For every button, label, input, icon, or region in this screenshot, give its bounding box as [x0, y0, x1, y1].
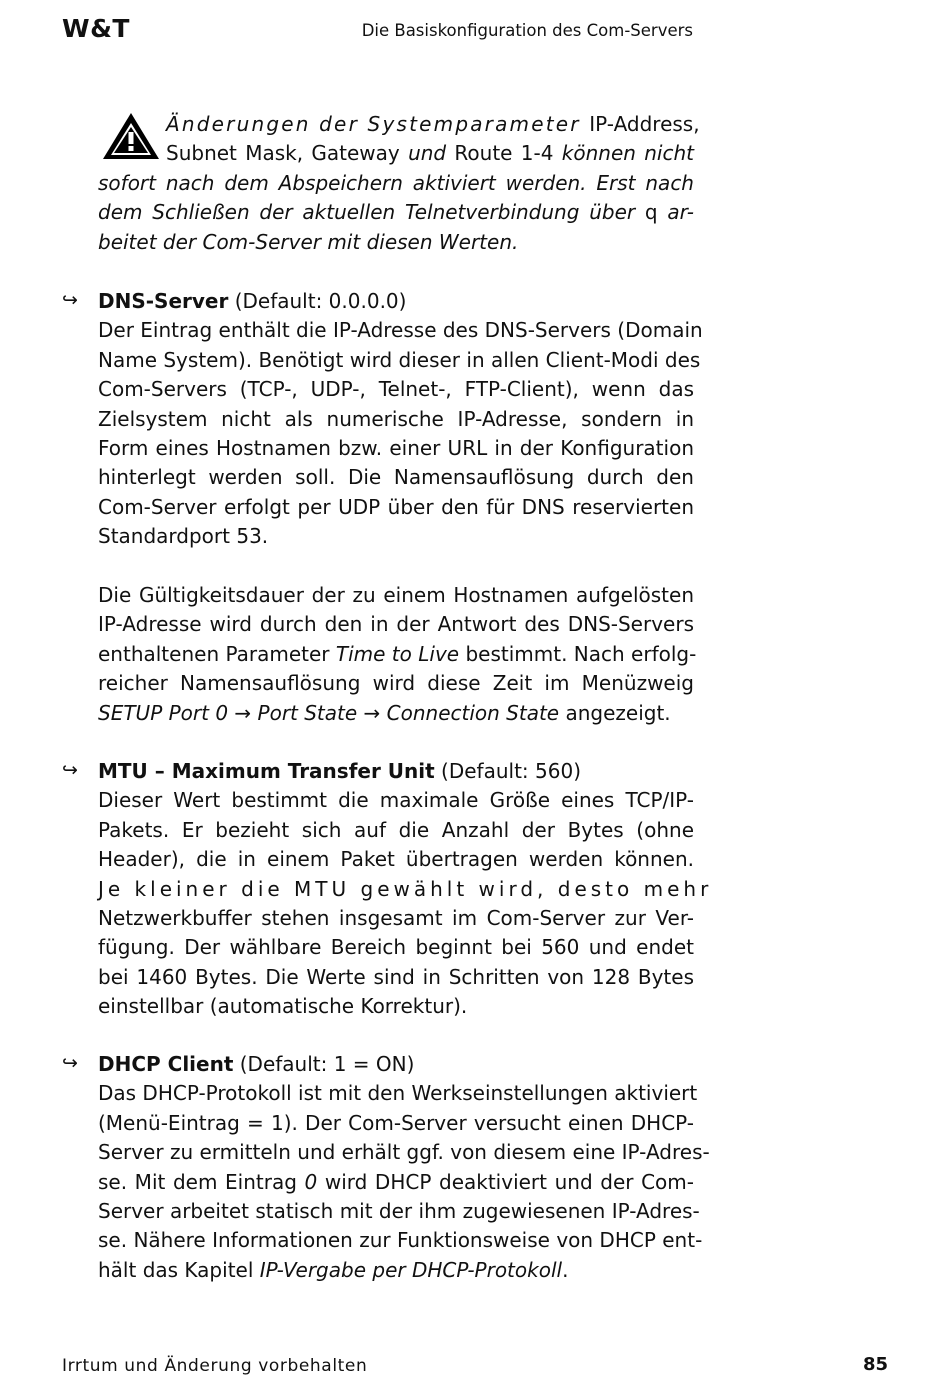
warning-line: Änderungen der Systemparameter IP-Address,: [166, 112, 700, 136]
dns-title: DNS-Server: [98, 289, 229, 313]
menu-path: SETUP Port 0 → Port State → Connection State: [98, 700, 560, 725]
mtu-section: [98, 757, 713, 1022]
dns-default: (Default: 0.0.0.0): [228, 289, 407, 313]
body-line: se. Nähere Informationen zur Funktionsweise von DHCP ent-: [98, 1228, 703, 1253]
body-line: Netzwerkbuffer stehen insgesamt im Com-Server zur Ver-: [98, 906, 694, 931]
section-heading: [98, 757, 694, 786]
section-heading: [98, 1050, 694, 1079]
chapter-reference: IP-Vergabe per DHCP-Protokoll: [259, 1257, 563, 1282]
footer-disclaimer: Irrtum und Änderung vorbehalten: [62, 1356, 368, 1376]
dhcp-title: DHCP Client: [98, 1052, 234, 1076]
body-line: einstellbar (automatische Korrektur).: [98, 994, 468, 1019]
bullet-arrow-icon: ↪: [62, 1052, 78, 1074]
warning-line: Subnet Mask, Gateway und Route 1-4 können nicht: [166, 141, 694, 166]
body-line: reicher Namensauflösung wird diese Zeit im Menüzweig: [98, 671, 694, 696]
warning-line: sofort nach dem Abspeichern aktiviert werden. Erst nach: [98, 170, 694, 195]
brand-logo: W&T: [62, 14, 130, 43]
body-line: Standardport 53.: [98, 524, 269, 549]
body-line: Das DHCP-Protokoll ist mit den Werkseinstellungen aktiviert: [98, 1081, 698, 1106]
warning-note: [98, 110, 700, 257]
body-line: hält das Kapitel IP-Vergabe per DHCP-Protokoll.: [98, 1257, 569, 1282]
dns-section: [98, 287, 703, 552]
body-line: se. Mit dem Eintrag 0 wird DHCP deaktiviert und der Com-: [98, 1169, 694, 1194]
body-line: Header), die in einem Paket übertragen werden können.: [98, 847, 694, 872]
body-line: Pakets. Er bezieht sich auf die Anzahl der Bytes (ohne: [98, 817, 694, 842]
body-line: Form eines Hostnamen bzw. einer URL in der Konfiguration: [98, 436, 694, 461]
warning-line: dem Schließen der aktuellen Telnetverbindung über q ar-: [98, 200, 694, 225]
body-line: Die Gültigkeitsdauer der zu einem Hostnamen aufgelösten: [98, 583, 694, 607]
body-line: bei 1460 Bytes. Die Werte sind in Schritten von 128 Bytes: [98, 964, 694, 989]
body-line: Server arbeitet statisch mit der ihm zugewiesenen IP-Adres-: [98, 1199, 700, 1224]
body-line: Zielsystem nicht als numerische IP-Adresse, sondern in: [98, 406, 694, 431]
body-line: SETUP Port 0 → Port State → Connection State angezeigt.: [98, 700, 671, 725]
running-header: Die Basiskonfiguration des Com-Servers: [361, 21, 693, 40]
warning-line: beitet der Com-Server mit diesen Werten.: [98, 229, 519, 254]
body-line: Com-Servers (TCP-, UDP-, Telnet-, FTP-Client), wenn das: [98, 377, 694, 402]
body-line: Dieser Wert bestimmt die maximale Größe eines TCP/IP-: [98, 788, 694, 813]
dns-ttl-paragraph: [98, 581, 697, 728]
body-line: Der Eintrag enthält die IP-Adresse des DNS-Servers (Domain: [98, 318, 703, 343]
mtu-default: (Default: 560): [434, 759, 581, 783]
dhcp-section: [98, 1050, 710, 1285]
body-line: fügung. Der wählbare Bereich beginnt bei 560 und endet: [98, 935, 694, 960]
body-line: Com-Server erfolgt per UDP über den für DNS reservierten: [98, 494, 694, 519]
page-number: 85: [862, 1354, 888, 1375]
body-line: Server zu ermitteln und erhält ggf. von diesem eine IP-Adres-: [98, 1140, 710, 1165]
mtu-title: MTU – Maximum Transfer Unit: [98, 759, 435, 783]
bullet-arrow-icon: ↪: [62, 759, 78, 781]
body-line: IP-Adresse wird durch den in der Antwort des DNS-Servers: [98, 612, 694, 637]
body-line: hinterlegt werden soll. Die Namensauflösung durch den: [98, 465, 694, 490]
bullet-arrow-icon: ↪: [62, 289, 78, 311]
body-line: Name System). Benötigt wird dieser in allen Client-Modi des: [98, 347, 701, 372]
body-line: enthaltenen Parameter Time to Live bestimmt. Nach erfolg-: [98, 641, 697, 666]
dhcp-default: (Default: 1 = ON): [233, 1052, 415, 1076]
section-heading: [98, 287, 694, 316]
body-line: Je kleiner die MTU gewählt wird, desto mehr: [98, 876, 713, 901]
body-line: (Menü-Eintrag = 1). Der Com-Server versucht einen DHCP-: [98, 1110, 694, 1135]
